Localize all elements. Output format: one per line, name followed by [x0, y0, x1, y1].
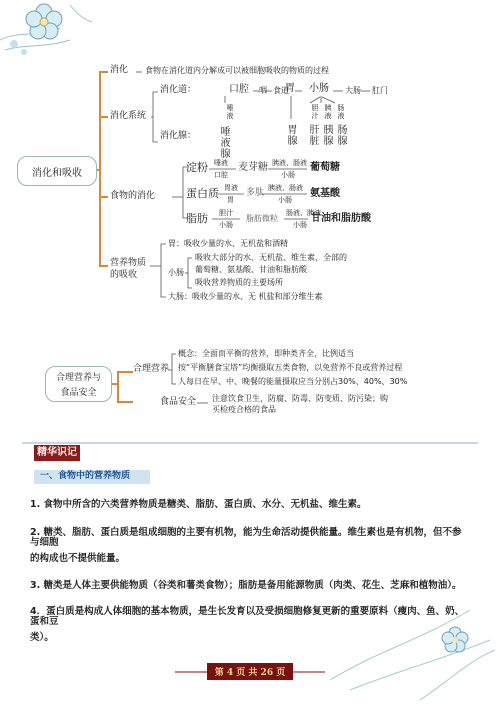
saliva-gland: 唾液腺	[218, 126, 229, 159]
fat-drops-site: 小肠	[293, 221, 307, 229]
notes-subheading: 一、食物中的营养物质	[40, 471, 131, 481]
absorption-stomach: 胃：吸收少量的水、无机盐和酒精	[168, 239, 288, 248]
safety-line1: 注意饮食卫生，防腐、防毒、防变质、防污染；购	[212, 394, 388, 403]
tract-anus: 肛门	[372, 86, 388, 95]
liver: 肝脏	[307, 124, 318, 146]
pancreatic-small: 胰液	[324, 104, 332, 120]
root-label: 消化和吸收	[32, 167, 82, 179]
tract-small-intestine: 小肠	[309, 83, 329, 94]
protein: 蛋白质	[186, 187, 219, 200]
safety-line2: 买检疫合格的食品	[212, 405, 276, 414]
paragraph-4a: 4．蛋白质是构成人体细胞的基本物质，是生长发育以及受损细胞修复更新的重要原料（瘦肉、鱼、奶、蛋和豆	[30, 606, 465, 627]
starch: 淀粉	[186, 161, 208, 174]
protein-enzyme: 胃液	[224, 184, 238, 192]
absorption-small-line3: 吸收营养物质的主要场所	[195, 278, 283, 287]
nutrition-label: 合理营养	[133, 364, 170, 374]
nutrition-pagoda: 按“平衡膳食宝塔”均衡摄取五类食物，以免营养不良或营养过程	[178, 363, 403, 372]
paragraph-1: 1. 食物中所含的六类营养物质是糖类、脂肪、蛋白质、水分、无机盐、维生素。	[30, 499, 367, 510]
system-label: 消化系统	[110, 111, 147, 121]
intestinal-small: 肠液	[337, 104, 345, 120]
stomach-gland: 胃腺	[285, 124, 296, 146]
absorption-small-line1: 吸收大部分的水、无机盐、维生素，全部的	[195, 253, 347, 262]
fat-drops: 脂肪微粒	[246, 214, 278, 223]
paragraph-2b: 的构成也不提供能量。	[30, 553, 126, 564]
tract-large-intestine: 大肠	[345, 86, 361, 95]
fat-drops-enzyme: 肠液、胰液	[286, 209, 321, 217]
fat-enzyme: 胆汁	[219, 209, 233, 217]
fat-site: 小肠	[219, 221, 233, 229]
bile-small: 胆汁	[311, 104, 319, 120]
paragraph-3: 3. 糖类是人体主要供能物质（谷类和薯类食物）；脂肪是备用能源物质（肉类、花生、芝麻和植物油）。	[30, 580, 462, 591]
safety-label: 食品安全	[160, 397, 197, 407]
page-number-badge	[207, 663, 293, 680]
paragraph-2a: 2. 糖类、脂肪、蛋白质是组成细胞的主要有机物，能为生命活动提供能量。维生素也是有机物，但不参与细胞	[30, 527, 462, 548]
maltose-site: 小肠	[281, 171, 295, 179]
fat: 脂肪	[186, 212, 208, 225]
digestion-label: 消化	[110, 65, 129, 75]
root2-line1: 合理营养与	[55, 373, 101, 383]
tract-stomach: 胃	[285, 83, 295, 94]
maltose: 麦芽糖	[238, 162, 268, 173]
starch-enzyme: 唾液	[214, 159, 228, 167]
absorption-label-line2: 的吸收	[110, 270, 138, 280]
intestinal-gland: 肠腺	[335, 124, 346, 146]
starch-site: 口腔	[214, 171, 228, 179]
tract-label: 消化道：	[160, 85, 197, 95]
maltose-enzyme: 胰液、肠液	[272, 159, 307, 167]
tract-esophagus: 食道	[273, 86, 289, 95]
notes-heading: 精华识记	[34, 445, 80, 461]
root2-line2: 食品安全	[60, 388, 97, 398]
paragraph-4b: 类）。	[30, 632, 54, 643]
peptide-enzyme: 胰液、肠液	[268, 184, 303, 192]
gland-label: 消化腺：	[160, 131, 197, 141]
protein-site: 胃	[227, 196, 234, 204]
absorption-large: 大肠：吸收少量的水、无 机盐和部分维生素	[168, 292, 323, 301]
tract-pharynx: 咽	[259, 86, 267, 95]
peptide-site: 小肠	[278, 196, 292, 204]
absorption-label-line1: 营养物质	[110, 258, 147, 268]
nutrition-concept: 概念：全面而平衡的营养，即种类齐全，比例适当	[178, 349, 354, 358]
amino-acid: 氨基酸	[310, 188, 340, 199]
page-number: 第 4 页 共 26 页	[214, 668, 286, 678]
peptide: 多肽	[246, 188, 265, 198]
pancreas: 胰腺	[321, 124, 332, 146]
saliva-small: 唾液	[226, 104, 234, 120]
absorption-small-label: 小肠	[168, 268, 184, 277]
nutrition-meals: 人每日在早、中、晚餐的能量摄取应当分别占30%、40%、30%	[178, 377, 408, 386]
absorption-small-line2: 葡萄糖、氨基酸、甘油和脂肪酸	[195, 265, 307, 274]
glycerol-fatty-acid: 甘油和脂肪酸	[311, 213, 371, 224]
tract-mouth: 口腔	[229, 84, 249, 95]
glucose: 葡萄糖	[310, 162, 340, 173]
food-digestion-label: 食物的消化	[110, 191, 156, 201]
digestion-definition: 食物在消化道内分解成可以被细胞吸收的物质的过程	[145, 66, 329, 75]
